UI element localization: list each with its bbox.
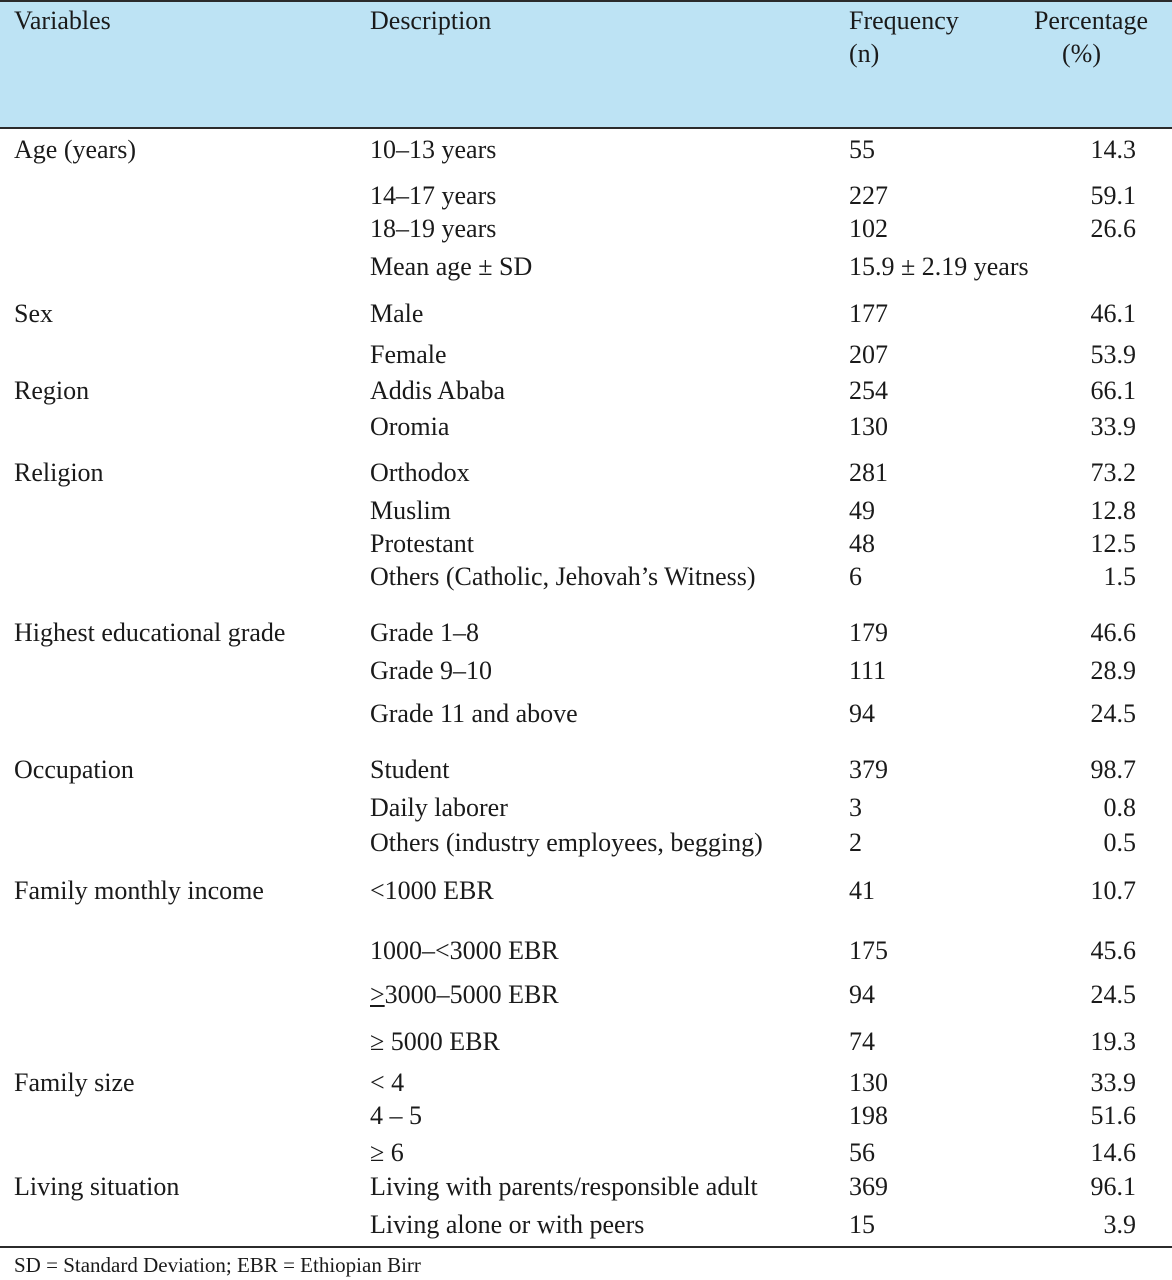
frequency-cell: 379 [849,755,888,784]
percentage-cell: 14.6 [1090,1138,1136,1167]
variable-label: Highest educational grade [14,618,286,647]
description-cell: Muslim [370,496,451,525]
frequency-cell: 94 [849,699,875,728]
frequency-cell: 130 [849,1068,888,1097]
variable-label: Family size [14,1068,135,1097]
description-cell: Grade 1–8 [370,618,480,647]
description-cell: Others (Catholic, Jehovah’s Witness) [370,562,756,591]
frequency-cell: 6 [849,562,862,591]
variable-label: Sex [14,299,53,328]
description-cell: Student [370,755,450,784]
percentage-cell: 33.9 [1090,1068,1136,1097]
frequency-cell: 41 [849,876,875,905]
percentage-cell: 45.6 [1090,936,1136,965]
percentage-cell: 1.5 [1103,562,1136,591]
percentage-cell: 12.5 [1090,529,1136,558]
description-cell: Daily laborer [370,793,508,822]
frequency-cell: 111 [849,656,887,685]
percentage-cell: 0.8 [1103,793,1136,822]
frequency-cell: 254 [849,376,888,405]
description-cell: ≥ 5000 EBR [370,1027,500,1056]
header-frequency-unit: (n) [849,39,880,68]
percentage-cell: 66.1 [1090,376,1136,405]
description-cell: 18–19 years [370,214,497,243]
frequency-cell: 179 [849,618,888,647]
frequency-cell: 48 [849,529,875,558]
frequency-cell: 227 [849,181,888,210]
description-cell: Others (industry employees, begging) [370,828,763,857]
frequency-cell: 102 [849,214,888,243]
percentage-cell: 33.9 [1090,412,1136,441]
table-footnote: SD = Standard Deviation; EBR = Ethiopian Birr [14,1253,421,1277]
frequency-cell: 49 [849,496,875,525]
variable-label: Religion [14,458,104,487]
table-bottom-rule [0,1246,1172,1248]
variable-label: Family monthly income [14,876,264,905]
description-cell: Living with parents/responsible adult [370,1172,758,1201]
description-cell: < 4 [370,1068,405,1097]
percentage-cell: 51.6 [1090,1101,1136,1130]
description-cell: 4 – 5 [370,1101,422,1130]
income-range-text: 3000–5000 EBR [384,980,559,1009]
variable-label: Occupation [14,755,134,784]
percentage-cell: 3.9 [1103,1210,1136,1239]
frequency-cell: 175 [849,936,888,965]
percentage-cell: 96.1 [1090,1172,1136,1201]
percentage-cell: 98.7 [1090,755,1136,784]
underlined-gt-symbol: > [370,980,385,1009]
description-cell: 14–17 years [370,181,497,210]
percentage-cell: 14.3 [1090,135,1136,164]
percentage-cell: 73.2 [1090,458,1136,487]
description-cell: Protestant [370,529,474,558]
percentage-cell: 24.5 [1090,980,1136,1009]
frequency-cell: 198 [849,1101,888,1130]
frequency-cell: 281 [849,458,888,487]
variable-label: Living situation [14,1172,180,1201]
frequency-cell: 130 [849,412,888,441]
header-variables: Variables [14,6,111,35]
frequency-cell: 2 [849,828,862,857]
description-cell: Mean age ± SD [370,252,533,281]
description-cell: 10–13 years [370,135,497,164]
description-cell [370,980,559,1010]
percentage-cell: 46.6 [1090,618,1136,647]
table-header [0,0,1172,129]
description-cell: Grade 11 and above [370,699,578,728]
description-cell: Orthodox [370,458,470,487]
percentage-cell: 19.3 [1090,1027,1136,1056]
frequency-cell: 369 [849,1172,888,1201]
description-cell: <1000 EBR [370,876,494,905]
frequency-cell: 177 [849,299,888,328]
description-cell: Female [370,340,447,369]
mean-age-value: 15.9 ± 2.19 years [849,252,1029,281]
frequency-cell: 207 [849,340,888,369]
description-cell: Male [370,299,424,328]
header-frequency: Frequency [849,6,959,35]
header-description: Description [370,6,492,35]
description-cell: Oromia [370,412,450,441]
variable-label: Age (years) [14,135,136,164]
frequency-cell: 55 [849,135,875,164]
description-cell: Living alone or with peers [370,1210,645,1239]
percentage-cell: 26.6 [1090,214,1136,243]
frequency-cell: 3 [849,793,862,822]
frequency-cell: 56 [849,1138,875,1167]
percentage-cell: 46.1 [1090,299,1136,328]
description-cell: 1000–<3000 EBR [370,936,559,965]
description-cell: Addis Ababa [370,376,506,405]
description-cell: ≥ 6 [370,1138,404,1167]
percentage-cell: 24.5 [1090,699,1136,728]
frequency-cell: 74 [849,1027,875,1056]
percentage-cell: 10.7 [1090,876,1136,905]
frequency-cell: 94 [849,980,875,1009]
header-percentage: Percentage [1033,6,1148,35]
variable-label: Region [14,376,90,405]
percentage-cell: 53.9 [1090,340,1136,369]
description-cell: Grade 9–10 [370,656,493,685]
percentage-cell: 28.9 [1090,656,1136,685]
frequency-cell: 15 [849,1210,875,1239]
percentage-cell: 12.8 [1090,496,1136,525]
percentage-cell: 59.1 [1090,181,1136,210]
percentage-cell: 0.5 [1103,828,1136,857]
header-percentage-unit: (%) [1062,39,1101,68]
